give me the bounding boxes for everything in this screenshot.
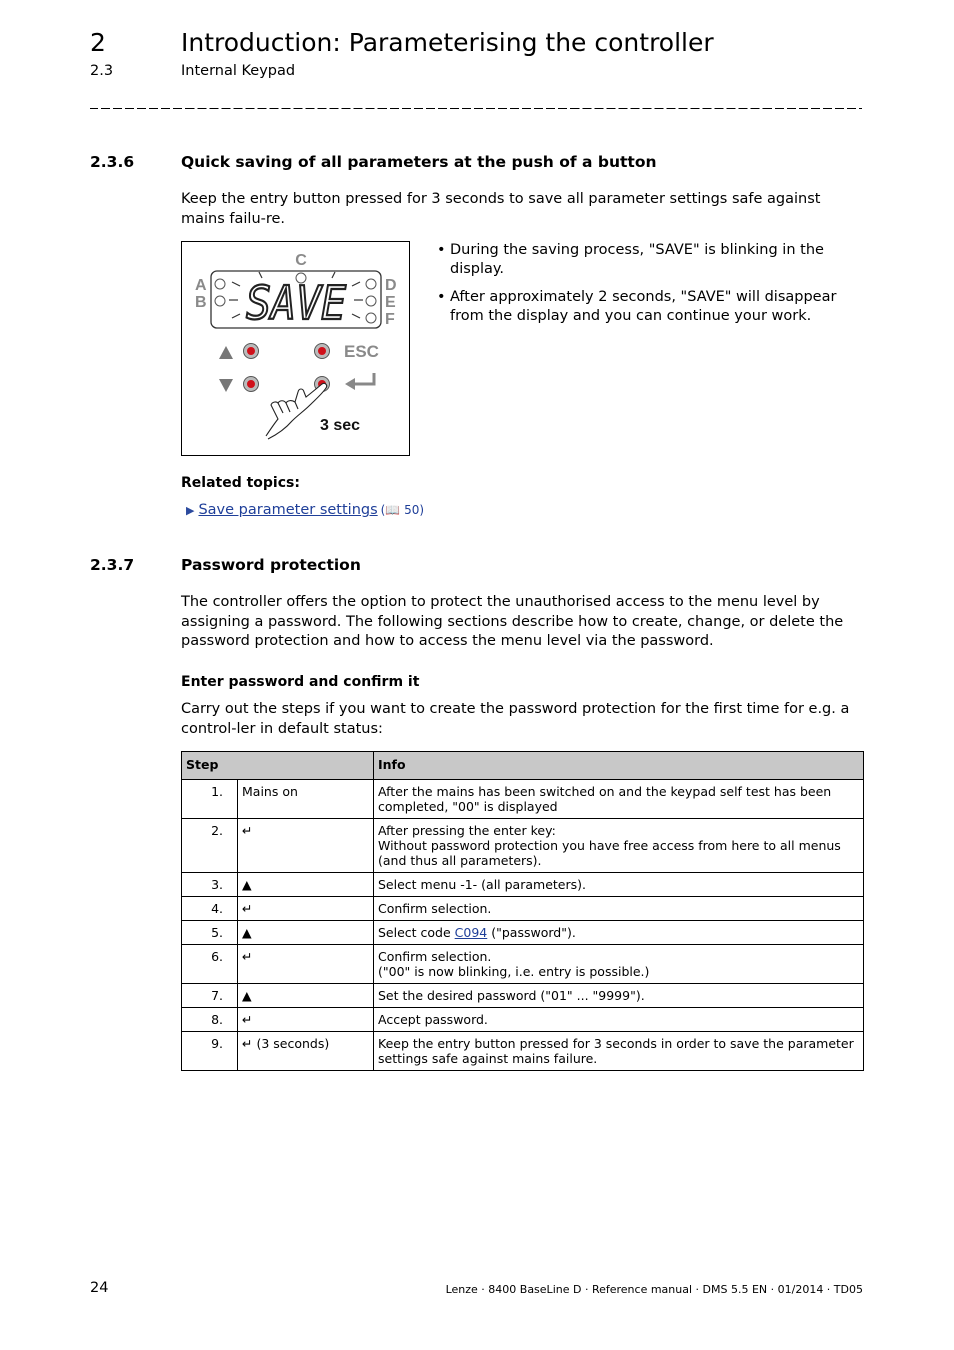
step-number: 4. xyxy=(182,897,238,921)
step-info-line: Confirm selection. xyxy=(378,949,492,964)
step-action: ↵ (3 seconds) xyxy=(238,1032,374,1071)
down-arrow-icon xyxy=(219,379,233,392)
step-number: 7. xyxy=(182,984,238,1008)
related-topics-heading: Related topics: xyxy=(181,475,300,491)
step-info: Set the desired password ("01" ... "9999"). xyxy=(374,984,864,1008)
table-row xyxy=(182,921,864,945)
enter-arrow-icon xyxy=(345,373,374,390)
up-arrow-icon xyxy=(219,346,233,359)
step-info xyxy=(374,945,864,984)
table-row xyxy=(182,1032,864,1071)
heading-title-236: Quick saving of all parameters at the push of a button xyxy=(181,153,657,171)
step-number: 3. xyxy=(182,873,238,897)
code-c094-link[interactable]: C094 xyxy=(454,925,488,940)
hold-duration-label: 3 sec xyxy=(320,417,361,434)
table-row xyxy=(182,780,864,819)
step-info: Select menu -1- (all parameters). xyxy=(374,873,864,897)
heading-number-237: 2.3.7 xyxy=(90,556,135,574)
table-row xyxy=(182,873,864,897)
label-d: D xyxy=(385,277,397,294)
step-info-line: After pressing the enter key: xyxy=(378,823,556,838)
table-row xyxy=(182,897,864,921)
label-f: F xyxy=(385,311,395,328)
header-step: Step xyxy=(182,752,374,780)
intro-paragraph-236: Keep the entry button pressed for 3 seconds to save all parameter settings safe against mains failu-re. xyxy=(181,191,821,227)
step-info-text: ("password"). xyxy=(487,925,576,940)
book-icon: 📖 xyxy=(385,503,401,517)
chapter-title: Introduction: Parameterising the controller xyxy=(181,28,714,57)
page-reference[interactable]: (📖 50) xyxy=(380,503,425,517)
step-info: Keep the entry button pressed for 3 seconds in order to save the parameter settings safe against mains failure. xyxy=(374,1032,864,1071)
step-number: 5. xyxy=(182,921,238,945)
indicator-e-icon xyxy=(366,296,376,306)
indicator-f-icon xyxy=(366,313,376,323)
label-b: B xyxy=(195,294,207,311)
table-row xyxy=(182,819,864,873)
step-action: Mains on xyxy=(238,780,374,819)
page-number: 24 xyxy=(90,1280,109,1296)
steps-intro-paragraph: Carry out the steps if you want to create the password protection for the first time for e.g. a control-ler in default status: xyxy=(181,701,850,737)
step-action: ▲ xyxy=(238,921,374,945)
label-c: C xyxy=(295,252,307,269)
section-number: 2.3 xyxy=(90,63,114,79)
bullet-dot-icon: • xyxy=(437,289,446,305)
step-info-line: ("00" is now blinking, i.e. entry is possible.) xyxy=(378,964,650,979)
indicator-d-icon xyxy=(366,279,376,289)
header-divider xyxy=(90,108,862,109)
esc-button[interactable] xyxy=(315,344,330,359)
label-a: A xyxy=(195,277,207,294)
bullet-item xyxy=(437,288,865,326)
chapter-number: 2 xyxy=(90,28,106,57)
bullet-item xyxy=(437,241,865,279)
indicator-a-icon xyxy=(215,279,225,289)
step-info xyxy=(374,921,864,945)
esc-label: ESC xyxy=(344,342,379,361)
step-number: 8. xyxy=(182,1008,238,1032)
step-action: ↵ xyxy=(238,945,374,984)
step-number: 9. xyxy=(182,1032,238,1071)
up-button[interactable] xyxy=(244,344,259,359)
step-info: Accept password. xyxy=(374,1008,864,1032)
step-info: Confirm selection. xyxy=(374,897,864,921)
saving-bullets xyxy=(437,241,865,335)
subheading-enter-password: Enter password and confirm it xyxy=(181,674,420,690)
step-info-text: Select code xyxy=(378,925,455,940)
page-reference-number: 50 xyxy=(404,503,420,517)
table-row xyxy=(182,945,864,984)
label-e: E xyxy=(385,294,396,311)
step-info-line: Without password protection you have free access from here to all menus (and thus all parameters). xyxy=(378,838,841,868)
step-number: 6. xyxy=(182,945,238,984)
step-info xyxy=(374,819,864,873)
down-button[interactable] xyxy=(244,377,259,392)
pressing-hand-icon xyxy=(266,383,327,439)
heading-title-237: Password protection xyxy=(181,556,361,574)
bullet-text: After approximately 2 seconds, "SAVE" will disappear from the display and you can continue your work. xyxy=(450,289,837,324)
section-title: Internal Keypad xyxy=(181,63,296,79)
table-header-row xyxy=(182,752,864,780)
step-action: ▲ xyxy=(238,984,374,1008)
intro-paragraph-237: The controller offers the option to protect the unauthorised access to the menu level by assigning a password. The following sections describe how to create, change, or delete the password protection and how to access the menu level via the password. xyxy=(181,594,844,649)
step-number: 1. xyxy=(182,780,238,819)
indicator-b-icon xyxy=(215,296,225,306)
keypad-figure xyxy=(181,241,410,456)
step-action: ↵ xyxy=(238,1008,374,1032)
related-topic-link[interactable] xyxy=(186,502,424,518)
password-steps-table xyxy=(181,751,864,1071)
footer-doc-info: Lenze · 8400 BaseLine D · Reference manual · DMS 5.5 EN · 01/2014 · TD05 xyxy=(445,1283,863,1296)
bullet-text: During the saving process, "SAVE" is blinking in the display. xyxy=(450,242,824,277)
link-arrow-icon: ▶ xyxy=(186,504,195,517)
heading-number-236: 2.3.6 xyxy=(90,153,135,171)
step-action: ↵ xyxy=(238,897,374,921)
table-row xyxy=(182,984,864,1008)
step-info: After the mains has been switched on and the keypad self test has been completed, "00" is displayed xyxy=(374,780,864,819)
display-save-text: SAVE xyxy=(246,276,347,330)
header-info: Info xyxy=(374,752,864,780)
save-parameter-settings-link[interactable]: Save parameter settings xyxy=(198,502,378,518)
step-action: ↵ xyxy=(238,819,374,873)
bullet-dot-icon: • xyxy=(437,242,446,258)
step-action: ▲ xyxy=(238,873,374,897)
step-number: 2. xyxy=(182,819,238,873)
table-row xyxy=(182,1008,864,1032)
